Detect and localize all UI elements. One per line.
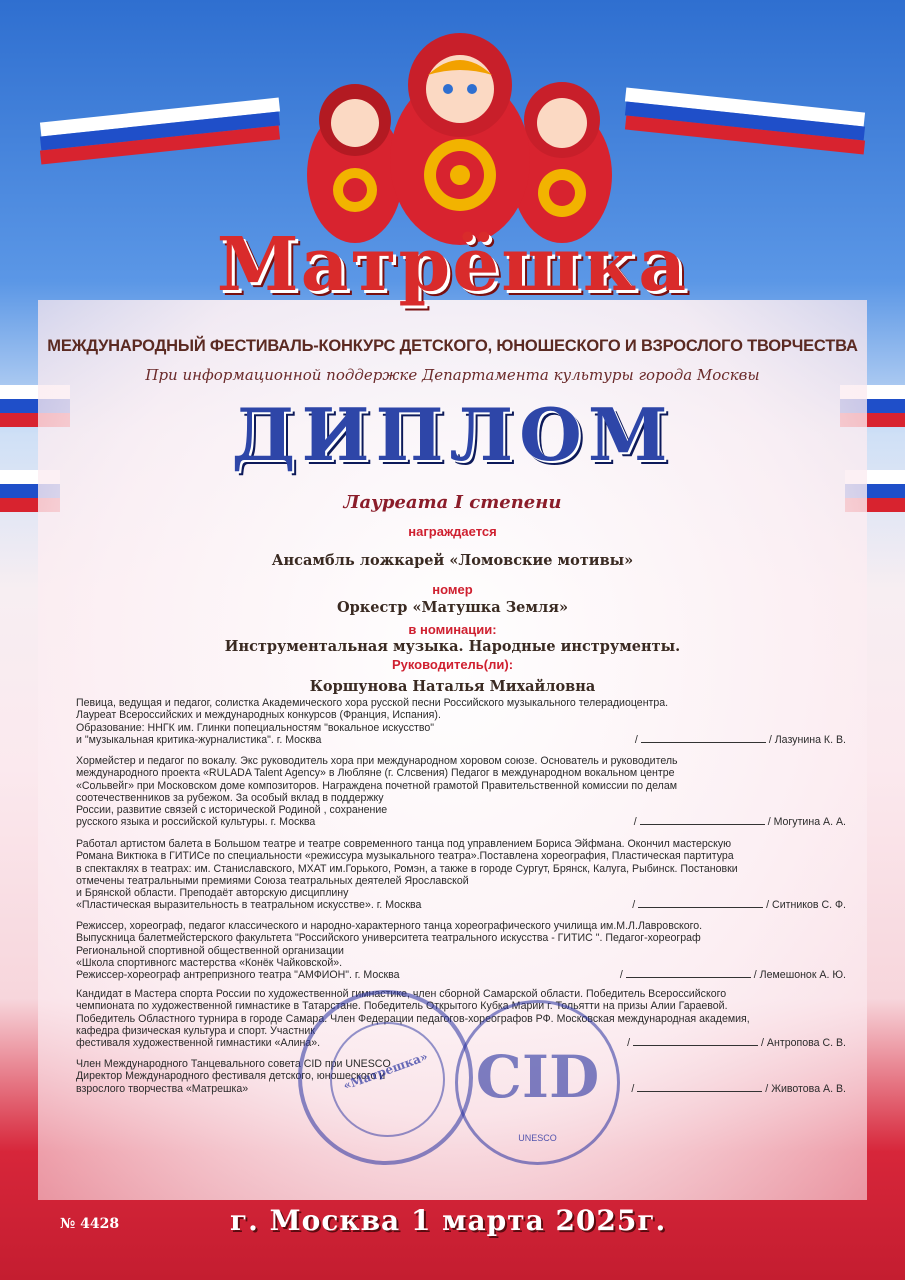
leader-name: Коршунова Наталья Михайловна (309, 678, 596, 695)
jury-name: Антропова С. В. (766, 1037, 846, 1049)
place-date: г. Москва 1 марта 2025г. (230, 1204, 667, 1237)
jury-member-4 (76, 920, 846, 982)
unesco-label: UNESCO (518, 1133, 557, 1143)
signature-block: / / Ситников С. Ф. (632, 899, 846, 911)
signature-block: / / Животова А. В. (631, 1083, 846, 1095)
festival-logo-title: Матрёшка (216, 222, 689, 308)
doll-center (390, 33, 530, 245)
signature-block: / / Лазунина К. В. (634, 734, 846, 746)
leader-label: Руководитель(ли): (391, 657, 514, 672)
award-degree: Лауреата I степени (343, 492, 562, 513)
jury-member-2 (76, 755, 846, 830)
signature-block: / / Лемешонок А. Ю. (619, 969, 846, 981)
jury-member-1 (76, 697, 846, 749)
signature-block: / / Могутина А. А. (633, 816, 846, 828)
jury-name: Могутина А. А. (773, 816, 846, 828)
number-label: номер (432, 582, 473, 597)
jury-bio: Хормейстер и педагог по вокалу. Экс руководитель хора при международном хоровом союзе. Основатель и руководитель международного проекта «RULADA Talent Agency» в Любляне (г. Слсвения) Педагог в международном вокальном центре «Сольвейг» при Московском доме композиторов. Награждена почетной грамотой Правительственной комиссии по делам соотечественников за рубежом. За особый вклад в поддержку России, развитие связей с исторической Родиной , сохранение русского языка и российской культуры. г. Москва (76, 755, 678, 829)
jury-name: Лазунина К. В. (774, 734, 846, 746)
diploma-number: № 4428 (60, 1216, 120, 1232)
jury-bio: Работал артистом балета в Большом театре и театре современного танца под управлением Бориса Эйфмана. Окончил мастерскую Романа Виктюка в ГИТИСе по специальности «режиссура музыкального театра».Поставлена хореография, Пластическая партитура в спектаклях в театрах: им. Станиславского, МХАТ им.Горького, Ромэн, а также в городе Сургут, Брянск, Калуга, Рыбинск. Постановки отмечены театральными премиями Союза театральных деятелей Ярославской и Брянской области. Преподаёт авторскую дисциплину «Пластическая выразительность в театральном искусстве». г. Москва (76, 838, 738, 912)
matryoshka-dolls-illustration (300, 25, 620, 245)
festival-stamp (298, 990, 473, 1165)
nomination-label: в номинации: (408, 622, 497, 637)
jury-bio: Член Международного Танцевального совета CID при UNESCO Директор Международного фестиваля детского, юношеского и взрослого творчества «Матрешка» (76, 1058, 391, 1095)
jury-member-3 (76, 838, 846, 913)
cid-logo: CID (475, 1043, 600, 1111)
participant-name: Ансамбль ложкарей «Ломовские мотивы» (271, 552, 634, 569)
diploma-heading: ДИПЛОМ (231, 392, 674, 477)
stamp-text: «Матрешка» (341, 1049, 430, 1093)
jury-name: Животова А. В. (771, 1083, 846, 1095)
support-line: При информационной поддержке Департамента культуры города Москвы (145, 366, 760, 384)
piece-name: Оркестр «Матушка Земля» (336, 599, 569, 616)
jury-bio: Кандидат в Мастера спорта России по художественной гимнастике, член сборной Самарской области. Победитель Всероссийского чемпионата по художественной гимнастике в Татарстане. Победитель Открытого Кубка Марии г. Тольятти на призы Алии Гараевой. Победитель Областного турнира в городе Самара. Член Федерации педагогов-хореографов РФ. Московская международная академия, кафедра физическая культура и спорт. Участник фестиваля художественной гимнастики «Алина». (76, 988, 750, 1050)
jury-name: Ситников С. Ф. (772, 899, 846, 911)
signature-block: / / Антропова С. В. (627, 1037, 846, 1049)
cid-stamp (455, 1000, 620, 1165)
jury-bio: Певица, ведущая и педагог, солистка Академического хора русской песни Российского музыкального телерадиоцентра. Лауреат Всероссийских и международных конкурсов (Франция, Испания). Образование: ННГК им. Глинки попециальностям "вокальное искусство" и "музыкальная критика-журналистика". г. Москва (76, 697, 669, 746)
jury-bio: Режиссер, хореограф, педагог классического и народно-характерного танца хореографического училища им.М.Л.Лавровского. Выпускница балетмейстерского факультета "Российского университета театрального искусства - ГИТИС ". Педагог-хореограф Региональной спортивной общественной организации «Школа спортивногс мастерства «Конёк Чайковской». Режиссер-хореограф антрепризного театра "АМФИОН". г. Москва (76, 920, 703, 982)
festival-name: МЕЖДУНАРОДНЫЙ ФЕСТИВАЛЬ-КОНКУРС ДЕТСКОГО, ЮНОШЕСКОГО И ВЗРОСЛОГО ТВОРЧЕСТВА (47, 337, 858, 355)
jury-name: Лемешонок А. Ю. (759, 969, 846, 981)
awarded-label: награждается (408, 524, 497, 539)
nomination-value: Инструментальная музыка. Народные инструменты. (224, 638, 681, 655)
doll-left (307, 84, 403, 243)
